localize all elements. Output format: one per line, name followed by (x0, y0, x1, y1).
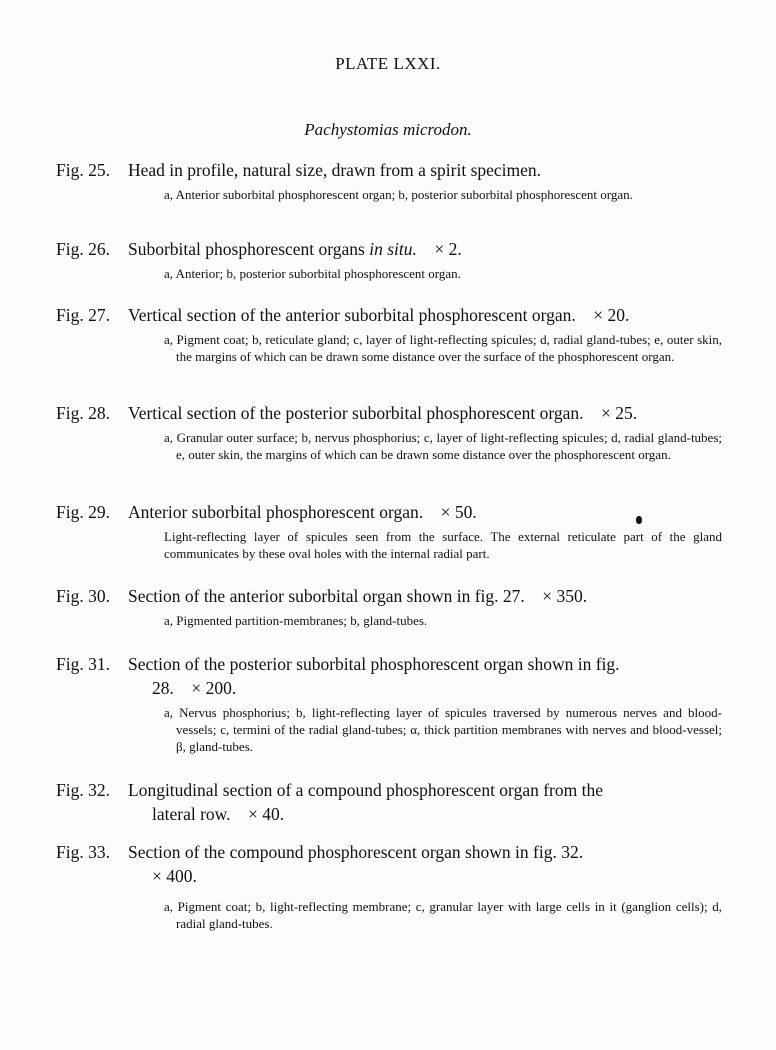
figure-number: Fig. 29. (56, 502, 110, 522)
figure-title: Vertical section of the anterior suborbital phosphorescent organ. × 20. (128, 305, 630, 325)
figure-title: Vertical section of the posterior suborbital phosphorescent organ. × 25. (128, 403, 638, 423)
figure-caption: a, Pigment coat; b, light-reflecting membrane; c, granular layer with large cells in it (ganglion cells); d, radial gland-tubes. (164, 899, 722, 931)
figure-caption: a, Anterior; b, posterior suborbital phosphorescent organ. (164, 266, 461, 281)
figure-entry-30 (56, 584, 722, 629)
figure-number: Fig. 28. (56, 403, 110, 423)
figure-entry-33 (56, 840, 722, 932)
figure-number: Fig. 26. (56, 239, 110, 259)
figure-title (128, 778, 722, 826)
figure-title: Head in profile, natural size, drawn from a spirit specimen. (128, 160, 542, 180)
plate-title: PLATE LXXI. (335, 54, 441, 73)
figure-number: Fig. 32. (56, 780, 110, 800)
figure-caption: a, Nervus phosphorius; b, light-reflecting layer of spicules traversed by numerous nerves and blood-vessels; c, termini of the radial gland-tubes; α, thick partition membranes with nerves and blood-vessel; β, gland-tubes. (164, 705, 722, 754)
figure-number: Fig. 30. (56, 586, 110, 606)
figure-title: Section of the anterior suborbital organ shown in fig. 27. × 350. (128, 586, 588, 606)
figure-caption: Light-reflecting layer of spicules seen from the surface. The external reticulate part of the gland communicates by these oval holes with the internal radial part. (164, 529, 722, 561)
figure-title-line: Section of the compound phosphorescent organ shown in fig. 32. (128, 842, 584, 862)
figure-entry-29 (56, 500, 722, 562)
figure-caption: a, Anterior suborbital phosphorescent organ; b, posterior suborbital phosphorescent organ. (164, 187, 633, 202)
figure-entry-27 (56, 303, 722, 365)
figure-magnification: × 2. (416, 239, 462, 259)
figure-title-line: Section of the posterior suborbital phosphorescent organ shown in fig. (128, 654, 620, 674)
figure-title (128, 237, 722, 261)
figure-title-line: Longitudinal section of a compound phosphorescent organ from the (128, 780, 603, 800)
figure-entry-26 (56, 237, 722, 282)
figure-number: Fig. 27. (56, 305, 110, 325)
figure-entry-31 (56, 652, 722, 755)
figure-title-line: 28. × 200. (152, 678, 237, 698)
figure-title (128, 840, 722, 888)
figure-number: Fig. 25. (56, 160, 110, 180)
figure-title (128, 652, 722, 700)
figure-entry-28 (56, 401, 722, 463)
figure-title-italic: in situ. (369, 239, 417, 259)
figure-title: Anterior suborbital phosphorescent organ. × 50. (128, 502, 477, 522)
figure-caption: a, Pigmented partition-membranes; b, gland-tubes. (164, 613, 428, 628)
ink-spot (636, 516, 642, 524)
species-name: Pachystomias microdon. (304, 120, 472, 139)
figure-title-line: × 400. (152, 866, 197, 886)
figure-entry-25 (56, 158, 722, 203)
figure-title-line: lateral row. × 40. (152, 804, 285, 824)
figure-caption: a, Pigment coat; b, reticulate gland; c, layer of light-reflecting spicules; d, radial gland-tubes; e, outer skin, the margins of which can be drawn some distance over the surface of the phosphorescent organ. (164, 332, 722, 364)
figure-number: Fig. 31. (56, 654, 110, 674)
figure-number: Fig. 33. (56, 842, 110, 862)
figure-caption: a, Granular outer surface; b, nervus phosphorius; c, layer of light-reflecting spicules; d, radial gland-tubes; e, outer skin, the margins of which can be drawn some distance over the phosphorescent organ. (164, 430, 722, 462)
figure-title-text: Suborbital phosphorescent organs (128, 239, 370, 259)
figure-entry-32 (56, 778, 722, 826)
